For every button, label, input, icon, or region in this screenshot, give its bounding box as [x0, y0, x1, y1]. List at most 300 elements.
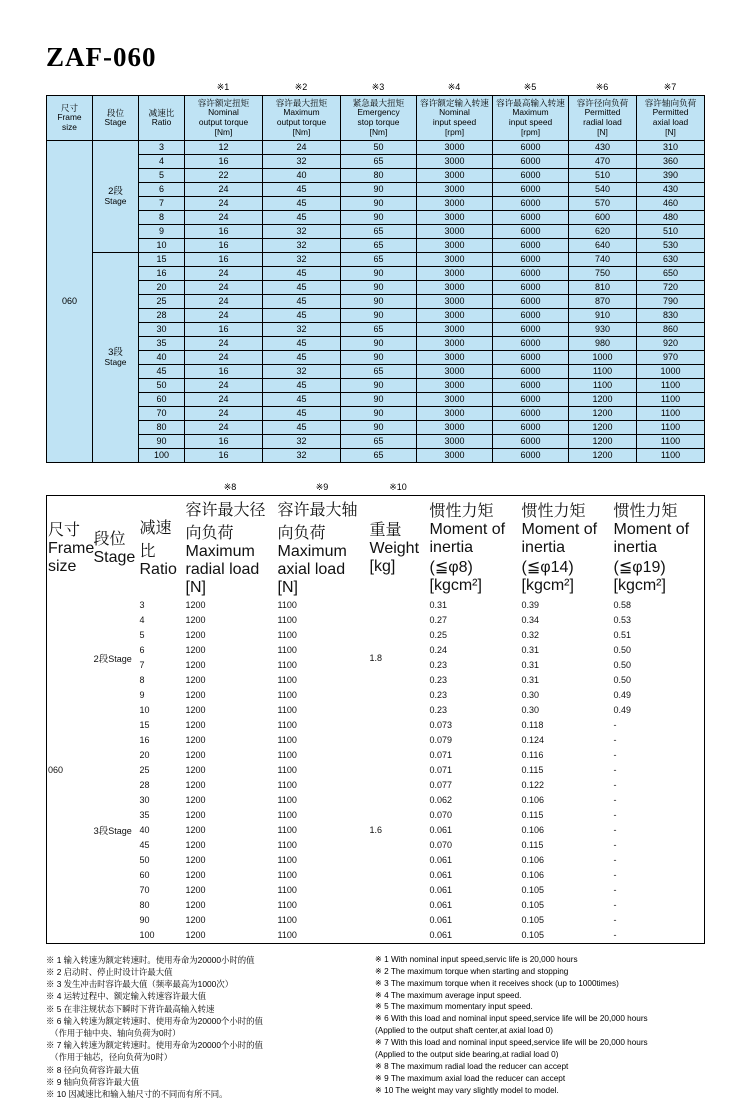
table-cell: 810	[569, 280, 637, 294]
table-row	[47, 420, 705, 434]
table-cell: 1100	[637, 378, 705, 392]
table-cell: 45	[263, 294, 341, 308]
table-cell: 90	[341, 196, 417, 210]
table-cell: 0.115	[521, 840, 544, 851]
footnote-line: ※ 7 With this load and nominal input speed,service life will be 20,000 hours	[375, 1038, 648, 1048]
table-cell: 32	[263, 224, 341, 238]
table-cell: 0.124	[521, 735, 545, 746]
table-cell: 0.31	[521, 660, 540, 671]
table-cell: 10	[139, 238, 185, 252]
table-cell: 1100	[277, 810, 297, 821]
table-cell: 65	[341, 252, 417, 266]
table1-header-row	[47, 96, 705, 141]
table-cell: 6000	[493, 378, 569, 392]
table-cell: 3000	[417, 434, 493, 448]
table-cell: 0.071	[429, 765, 453, 776]
table-cell: 6000	[493, 252, 569, 266]
th2-frame-size: 尺寸 Frame size	[48, 522, 95, 576]
th-emergency-stop-torque: 紧急最大扭矩 Emergency stop torque [Nm]	[341, 96, 417, 141]
table-cell: 480	[637, 210, 705, 224]
table-cell: 6000	[493, 182, 569, 196]
table-cell: 0.31	[429, 600, 448, 611]
table-cell: 980	[569, 336, 637, 350]
table-cell: 1100	[277, 825, 297, 836]
table-cell: 1200	[185, 780, 206, 791]
table-cell: 3000	[417, 182, 493, 196]
table-cell: 1100	[569, 378, 637, 392]
table-cell: 40	[263, 168, 341, 182]
mark-5: ※5	[523, 82, 537, 92]
table2-header-row	[47, 495, 705, 598]
table-cell: 24	[185, 392, 263, 406]
table-cell: 32	[263, 252, 341, 266]
table-cell: 3000	[417, 308, 493, 322]
table-cell: 0.53	[613, 615, 632, 626]
table-cell: 45	[263, 196, 341, 210]
table-cell: 1200	[569, 392, 637, 406]
footnote-line: ※ 8 The maximum radial load the reducer can accept	[375, 1061, 569, 1071]
table-cell: 3000	[417, 196, 493, 210]
table-cell: 3000	[417, 140, 493, 154]
table-cell: 6000	[493, 336, 569, 350]
th2-moment-of-inertia-14: 惯性力矩 Moment of inertia (≦φ14) [kgcm²]	[521, 503, 598, 595]
table-cell: 1100	[277, 750, 297, 761]
table-cell: 6000	[493, 406, 569, 420]
table-cell: 1100	[277, 795, 297, 806]
table-cell: 1100	[277, 930, 297, 941]
table-cell: 32	[263, 322, 341, 336]
footnote-line: ※ 5 在非注规状态下瞬时下背许最高输入转速	[46, 1003, 215, 1014]
table-cell: 70	[139, 406, 185, 420]
footnote-line: ※ 4 运转过程中、额定输入转速容许最大值	[46, 991, 207, 1002]
table-cell: 3000	[417, 266, 493, 280]
table-cell: 860	[637, 322, 705, 336]
th2-moment-of-inertia-8: 惯性力矩 Moment of inertia (≦φ8) [kgcm²]	[429, 503, 506, 595]
table-cell: 16	[139, 735, 150, 746]
table-cell: 6000	[493, 168, 569, 182]
table-cell: 1200	[185, 900, 206, 911]
table-cell: 630	[637, 252, 705, 266]
table-cell: 0.106	[521, 795, 545, 806]
table-cell: 3000	[417, 252, 493, 266]
table-cell: 6000	[493, 224, 569, 238]
table-cell: 0.30	[521, 690, 540, 701]
table-cell: 65	[341, 224, 417, 238]
table-cell: 0.58	[613, 600, 632, 611]
table-cell: 6000	[493, 266, 569, 280]
table-cell: 620	[569, 224, 637, 238]
table-cell: 6000	[493, 196, 569, 210]
table-cell: 1100	[277, 630, 297, 641]
table-cell: 65	[341, 154, 417, 168]
table-cell: 1100	[277, 645, 297, 656]
table-cell: 1200	[185, 735, 206, 746]
th-nominal-output-torque: 容许额定扭矩 Nominal output torque [Nm]	[185, 96, 263, 141]
table-cell: 0.106	[521, 825, 545, 836]
footnotes	[46, 954, 704, 1100]
table-cell: 90	[341, 308, 417, 322]
table-cell: 1100	[569, 364, 637, 378]
table-cell: 1200	[569, 448, 637, 462]
table-cell: 6000	[493, 154, 569, 168]
table-cell: 6	[139, 645, 145, 656]
table-cell: 930	[569, 322, 637, 336]
table-cell: 0.24	[429, 645, 448, 656]
table-cell: 1000	[569, 350, 637, 364]
table-row	[47, 434, 705, 448]
table-cell: -	[613, 780, 617, 791]
footnote-line: ※ 9 The maximum axial load the reducer can accept	[375, 1073, 566, 1083]
mark-9: ※9	[315, 481, 329, 492]
table-cell: 470	[569, 154, 637, 168]
table-cell: 0.50	[613, 645, 632, 656]
table-cell: 0.061	[429, 825, 453, 836]
table-cell: 1100	[277, 765, 297, 776]
footnote-line: ※ 2 The maximum torque when starting and stopping	[375, 966, 569, 976]
table-cell: 430	[569, 140, 637, 154]
footnote-line: ※ 10 The weight may vary slightly model to model.	[375, 1085, 559, 1095]
table-cell: 1100	[277, 705, 297, 716]
table-cell: 0.31	[521, 645, 540, 656]
table-cell: 6000	[493, 238, 569, 252]
stage-cell: 3段Stage	[93, 826, 132, 838]
table-cell: 6000	[493, 364, 569, 378]
table-cell: 16	[185, 154, 263, 168]
table-cell: 22	[185, 168, 263, 182]
table-cell: 1200	[185, 660, 206, 671]
footnote-line: ※ 7 输入转速为额定转速时。使用寿命为20000个小时的值	[46, 1040, 263, 1051]
mark-7: ※7	[663, 82, 677, 92]
table-cell: 45	[263, 280, 341, 294]
table-cell: 1100	[277, 855, 297, 866]
table-cell: 6000	[493, 448, 569, 462]
table-cell: 70	[139, 885, 150, 896]
table-cell: -	[613, 795, 617, 806]
table-cell: 1200	[185, 915, 206, 926]
th-permitted-axial-load: 容许轴向负荷 Permitted axial load [N]	[637, 96, 705, 141]
table-cell: 3000	[417, 238, 493, 252]
stage-cell: 2段 Stage	[93, 140, 139, 252]
footnote-line: ※ 8 径向负荷容许最大值	[46, 1064, 140, 1075]
table-row	[47, 210, 705, 224]
table-cell: 0.23	[429, 705, 448, 716]
table-cell: 100	[139, 448, 185, 462]
table-cell: -	[613, 930, 617, 941]
table-cell: 570	[569, 196, 637, 210]
table-cell: 3000	[417, 364, 493, 378]
table-cell: 0.073	[429, 720, 453, 731]
table-cell: 0.105	[521, 930, 545, 941]
table-cell: 0.061	[429, 855, 453, 866]
table-cell: 0.118	[521, 720, 544, 731]
table-cell: 1200	[185, 870, 206, 881]
table-cell: 0.061	[429, 870, 453, 881]
footnotes-chinese	[46, 954, 375, 1100]
table-cell: 0.34	[521, 615, 540, 626]
table-cell: 5	[139, 630, 145, 641]
table-row	[47, 336, 705, 350]
table-cell: 65	[341, 364, 417, 378]
footnote-line: （作用于轴中央、轴向负荷为0时）	[46, 1027, 181, 1038]
table-cell: 50	[341, 140, 417, 154]
table-cell: 1100	[277, 600, 297, 611]
table-cell: 1200	[185, 885, 206, 896]
table-cell: 4	[139, 154, 185, 168]
table-cell: 32	[263, 448, 341, 462]
table-cell: 6000	[493, 392, 569, 406]
table-cell: 20	[139, 280, 185, 294]
table-cell: 1100	[277, 780, 297, 791]
table-cell: 90	[341, 210, 417, 224]
table-cell: 45	[139, 364, 185, 378]
table-cell: 90	[341, 266, 417, 280]
table-cell: 90	[341, 350, 417, 364]
table-cell: 90	[139, 434, 185, 448]
specification-table-2	[46, 495, 705, 944]
th-maximum-input-speed: 容许最高输入转速 Maximum input speed [rpm]	[493, 96, 569, 141]
table-cell: 970	[637, 350, 705, 364]
table-cell: -	[613, 900, 617, 911]
table-cell: 640	[569, 238, 637, 252]
table-cell: 80	[139, 420, 185, 434]
table-cell: 16	[185, 364, 263, 378]
table-cell: 16	[185, 448, 263, 462]
table-cell: 6000	[493, 322, 569, 336]
table-cell: 0.062	[429, 795, 453, 806]
table-cell: 90	[139, 915, 150, 926]
table-cell: 16	[139, 266, 185, 280]
footnote-line: ※ 10 因减速比和输入轴尺寸的不同而有所不同。	[46, 1088, 228, 1099]
table-cell: 65	[341, 434, 417, 448]
table-cell: 90	[341, 392, 417, 406]
table-cell: 1100	[277, 660, 297, 671]
table-cell: 1200	[185, 615, 206, 626]
table-cell: 3000	[417, 280, 493, 294]
table-cell: 90	[341, 406, 417, 420]
table-cell: 10	[139, 705, 150, 716]
table-cell: 45	[263, 210, 341, 224]
table-cell: 45	[263, 266, 341, 280]
table-cell: 720	[637, 280, 705, 294]
table-cell: 24	[185, 182, 263, 196]
table-cell: 7	[139, 660, 145, 671]
table-cell: 650	[637, 266, 705, 280]
table-cell: 45	[263, 336, 341, 350]
table-cell: 1200	[185, 855, 206, 866]
table-row	[47, 598, 705, 613]
table-cell: 45	[263, 182, 341, 196]
table-row	[47, 718, 705, 733]
table-cell: 920	[637, 336, 705, 350]
table-cell: 100	[139, 930, 155, 941]
table-cell: -	[613, 735, 617, 746]
table-cell: 24	[185, 266, 263, 280]
table-cell: 870	[569, 294, 637, 308]
table-cell: 0.115	[521, 765, 544, 776]
table-cell: 16	[185, 252, 263, 266]
table-cell: 1200	[185, 825, 206, 836]
footnotes-english	[375, 954, 704, 1100]
table-cell: 430	[637, 182, 705, 196]
table-cell: 45	[139, 840, 150, 851]
table-cell: 1200	[569, 434, 637, 448]
table-cell: -	[613, 720, 617, 731]
table-cell: 40	[139, 350, 185, 364]
table-cell: 28	[139, 780, 150, 791]
table-cell: 90	[341, 294, 417, 308]
footnote-line: ※ 5 The maximum momentary input speed.	[375, 1002, 533, 1012]
th-ratio: 减速比 Ratio	[139, 96, 185, 141]
table-cell: 1100	[637, 434, 705, 448]
table-cell: 8	[139, 210, 185, 224]
table-cell: 24	[185, 196, 263, 210]
footnote-line: ※ 4 The maximum average input speed.	[375, 990, 522, 1000]
table-cell: -	[613, 750, 617, 761]
table-cell: 1200	[185, 675, 206, 686]
table-cell: 3000	[417, 420, 493, 434]
table-cell: 3000	[417, 168, 493, 182]
table-cell: 1200	[185, 630, 206, 641]
table-cell: 40	[139, 825, 150, 836]
table-row	[47, 378, 705, 392]
table-cell: -	[613, 840, 617, 851]
mark-2: ※2	[294, 82, 308, 92]
table-cell: 6000	[493, 140, 569, 154]
table-cell: 12	[185, 140, 263, 154]
table-cell: 32	[263, 434, 341, 448]
specification-table-1	[46, 95, 705, 463]
table-row	[47, 448, 705, 462]
table-cell: 1100	[637, 420, 705, 434]
table-cell: 35	[139, 336, 185, 350]
table-cell: 1200	[185, 600, 206, 611]
table-cell: 0.122	[521, 780, 545, 791]
table-cell: 16	[185, 224, 263, 238]
table-cell: 0.061	[429, 930, 453, 941]
table-cell: 0.116	[521, 750, 544, 761]
table-cell: 90	[341, 420, 417, 434]
table-cell: 750	[569, 266, 637, 280]
table-cell: 360	[637, 154, 705, 168]
table-cell: 460	[637, 196, 705, 210]
footnote-line: ※ 9 轴向负荷容许最大值	[46, 1076, 140, 1087]
table-cell: 45	[263, 406, 341, 420]
th-nominal-input-speed: 容许额定输入转速 Nominal input speed [rpm]	[417, 96, 493, 141]
mark-8: ※8	[223, 481, 237, 492]
table-cell: 45	[263, 350, 341, 364]
table-cell: 1100	[277, 870, 297, 881]
table-cell: 15	[139, 252, 185, 266]
table-cell: 80	[341, 168, 417, 182]
table-cell: 1100	[637, 448, 705, 462]
table-row	[47, 392, 705, 406]
table-cell: 0.51	[613, 630, 632, 641]
table-cell: 65	[341, 448, 417, 462]
footnote-line: ※ 2 启动时、停止时设计许最大值	[46, 967, 173, 978]
table-row	[47, 308, 705, 322]
table-cell: 600	[569, 210, 637, 224]
table-cell: 80	[139, 900, 150, 911]
table-cell: 3000	[417, 224, 493, 238]
table-cell: 510	[569, 168, 637, 182]
table-cell: 16	[185, 434, 263, 448]
table-cell: 3000	[417, 322, 493, 336]
table-cell: 8	[139, 675, 145, 686]
mark-4: ※4	[447, 82, 461, 92]
table-cell: 1200	[185, 705, 206, 716]
table-cell: 0.32	[521, 630, 540, 641]
table-cell: 0.23	[429, 690, 448, 701]
table-cell: 3000	[417, 378, 493, 392]
table-cell: 90	[341, 182, 417, 196]
table-cell: 50	[139, 378, 185, 392]
table-cell: 16	[185, 238, 263, 252]
footnote-line: ※ 1 With nominal input speed,servic life is 20,000 hours	[375, 954, 578, 964]
table-cell: 0.070	[429, 810, 453, 821]
table-cell: 90	[341, 378, 417, 392]
table-cell: 1100	[277, 690, 297, 701]
table-cell: 6000	[493, 280, 569, 294]
table-cell: 0.105	[521, 915, 545, 926]
table-cell: 28	[139, 308, 185, 322]
stage-cell: 3段 Stage	[93, 252, 139, 462]
table-cell: 60	[139, 870, 150, 881]
table-cell: 1200	[569, 406, 637, 420]
table-cell: 24	[185, 420, 263, 434]
table-cell: 9	[139, 224, 185, 238]
table-row	[47, 350, 705, 364]
table-cell: 6000	[493, 294, 569, 308]
table-cell: 1100	[277, 915, 297, 926]
table-cell: 540	[569, 182, 637, 196]
footnote-line: ※ 3 The maximum torque when it receives shock (up to 1000times)	[375, 978, 619, 988]
table-cell: 1200	[185, 840, 206, 851]
table-cell: 0.070	[429, 840, 453, 851]
table-cell: 1200	[185, 645, 206, 656]
table-cell: 45	[263, 420, 341, 434]
table-cell: 6000	[493, 350, 569, 364]
table-cell: 1200	[185, 690, 206, 701]
table-cell: -	[613, 855, 617, 866]
footnote-line: ※ 1 输入转速为额定转速时。使用寿命为20000小时的值	[46, 954, 255, 965]
table-cell: 3	[139, 600, 145, 611]
table-cell: 740	[569, 252, 637, 266]
table-cell: 3000	[417, 448, 493, 462]
mark-1: ※1	[216, 82, 230, 92]
table-cell: 24	[185, 378, 263, 392]
table-cell: 4	[139, 615, 145, 626]
table-cell: 0.077	[429, 780, 453, 791]
table-cell: 3000	[417, 154, 493, 168]
table-cell: 0.115	[521, 810, 544, 821]
table-cell: 510	[637, 224, 705, 238]
table-cell: 32	[263, 238, 341, 252]
table-cell: 24	[185, 350, 263, 364]
table-cell: 1200	[185, 765, 206, 776]
th-stage: 段位 Stage	[93, 96, 139, 141]
weight-cell: 1.8	[369, 652, 383, 663]
footnote-line: ※ 6 With this load and nominal input speed,service life will be 20,000 hours	[375, 1014, 648, 1024]
table-cell: 65	[341, 322, 417, 336]
th2-maximum-radial-load: 容许最大径向负荷 Maximum radial load [N]	[185, 501, 266, 596]
table-cell: 910	[569, 308, 637, 322]
table-row	[47, 140, 705, 154]
table-cell: 1100	[277, 900, 297, 911]
table-cell: 3000	[417, 210, 493, 224]
table-cell: 24	[185, 280, 263, 294]
table-cell: 3000	[417, 392, 493, 406]
table-row	[47, 364, 705, 378]
